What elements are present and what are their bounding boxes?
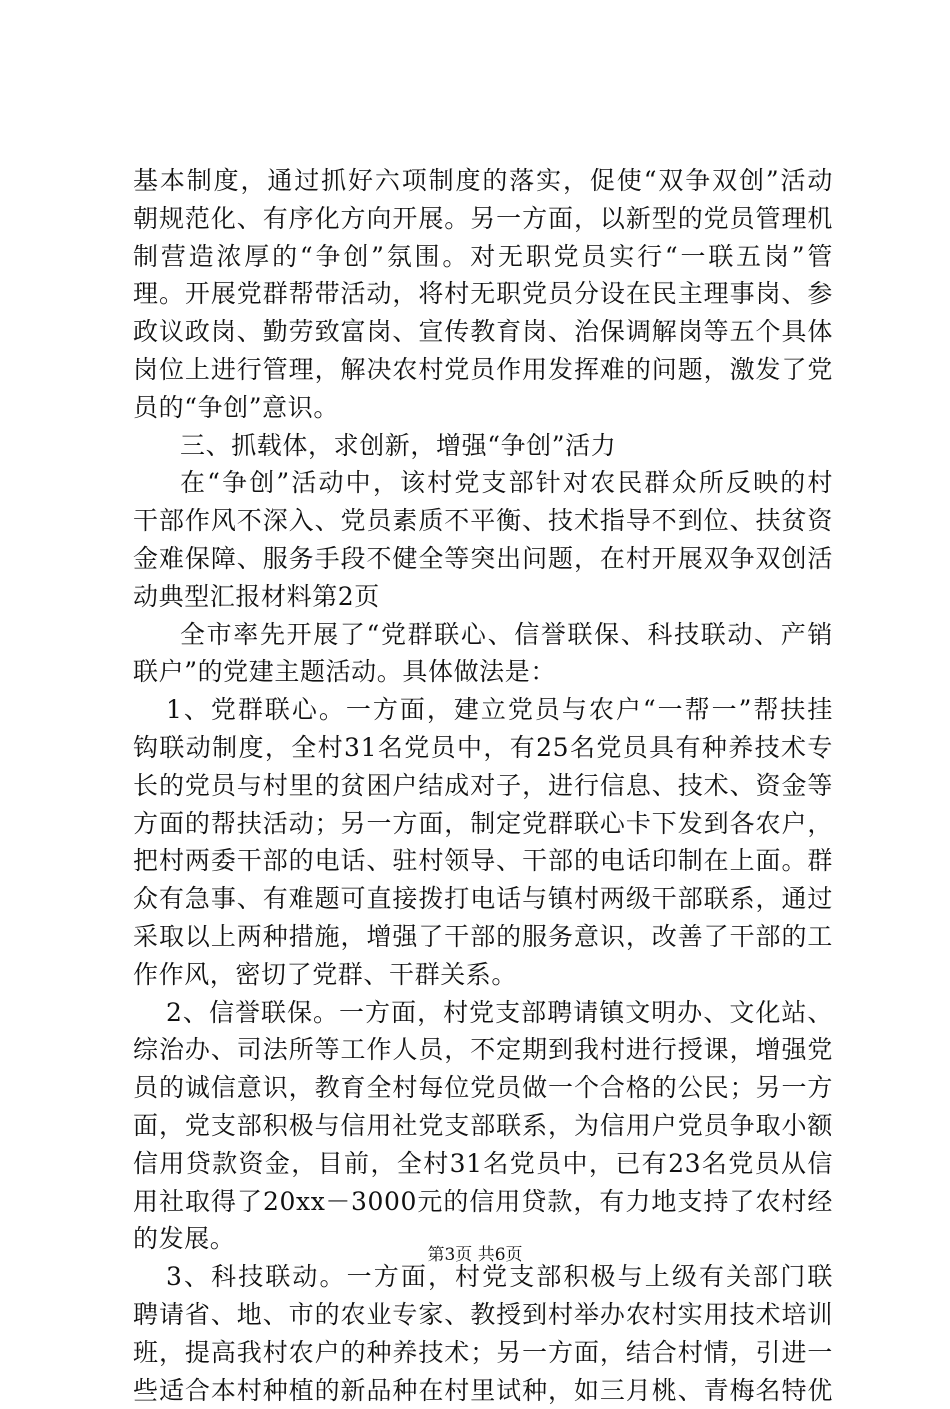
text-line: 1、党群联心。一方面，建立党员与农户“一帮一”帮扶挂 xyxy=(133,691,833,729)
text-line: 政议政岗、勤劳致富岗、宣传教育岗、治保调解岗等五个具体 xyxy=(133,313,833,351)
text-line: 联户”的党建主题活动。具体做法是： xyxy=(133,653,833,691)
text-line: 把村两委干部的电话、驻村领导、干部的电话印制在上面。群 xyxy=(133,842,833,880)
text-line: 聘请省、地、市的农业专家、教授到村举办农村实用技术培训 xyxy=(133,1296,833,1334)
text-line: 钩联动制度，全村31名党员中，有25名党员具有种养技术专 xyxy=(133,729,833,767)
text-line: 信用贷款资金，目前，全村31名党员中，已有23名党员从信 xyxy=(133,1145,833,1183)
text-line: 员的诚信意识，教育全村每位党员做一个合格的公民；另一方 xyxy=(133,1069,833,1107)
page-footer: 第3页 共6页 xyxy=(0,1240,950,1265)
text-line: 岗位上进行管理，解决农村党员作用发挥难的问题，激发了党 xyxy=(133,351,833,389)
text-line: 2、信誉联保。一方面，村党支部聘请镇文明办、文化站、 xyxy=(133,994,833,1032)
text-line: 班，提高我村农户的种养技术；另一方面，结合村情，引进一 xyxy=(133,1334,833,1372)
text-line: 在“争创”活动中，该村党支部针对农民群众所反映的村 xyxy=(133,464,833,502)
text-line: 干部作风不深入、党员素质不平衡、技术指导不到位、扶贫资 xyxy=(133,502,833,540)
text-line: 三、抓载体，求创新，增强“争创”活力 xyxy=(133,427,833,465)
text-line: 些适合本村种植的新品种在村里试种，如三月桃、青梅名特优 xyxy=(133,1372,833,1409)
text-line: 金难保障、服务手段不健全等突出问题，在村开展双争双创活 xyxy=(133,540,833,578)
text-line: 面，党支部积极与信用社党支部联系，为信用户党员争取小额 xyxy=(133,1107,833,1145)
text-line: 长的党员与村里的贫困户结成对子，进行信息、技术、资金等 xyxy=(133,767,833,805)
text-line: 理。开展党群帮带活动，将村无职党员分设在民主理事岗、参 xyxy=(133,275,833,313)
text-line: 众有急事、有难题可直接拨打电话与镇村两级干部联系，通过 xyxy=(133,880,833,918)
text-line: 朝规范化、有序化方向开展。另一方面，以新型的党员管理机 xyxy=(133,200,833,238)
text-line: 员的“争创”意识。 xyxy=(133,389,833,427)
text-line: 动典型汇报材料第2页 xyxy=(133,578,833,616)
text-line: 制营造浓厚的“争创”氛围。对无职党员实行“一联五岗”管 xyxy=(133,238,833,276)
text-line: 全市率先开展了“党群联心、信誉联保、科技联动、产销 xyxy=(133,616,833,654)
text-line: 基本制度，通过抓好六项制度的落实，促使“双争双创”活动 xyxy=(133,162,833,200)
text-line: 作作风，密切了党群、干群关系。 xyxy=(133,956,833,994)
text-line: 方面的帮扶活动；另一方面，制定党群联心卡下发到各农户， xyxy=(133,805,833,843)
text-line: 3、科技联动。一方面，村党支部积极与上级有关部门联 xyxy=(133,1258,833,1296)
text-line: 的发展。 xyxy=(133,1220,833,1258)
text-line: 采取以上两种措施，增强了干部的服务意识，改善了干部的工 xyxy=(133,918,833,956)
text-line: 用社取得了20xx－3000元的信用贷款，有力地支持了农村经 xyxy=(133,1183,833,1221)
document-body xyxy=(133,162,833,1409)
text-line: 综治办、司法所等工作人员，不定期到我村进行授课，增强党 xyxy=(133,1031,833,1069)
